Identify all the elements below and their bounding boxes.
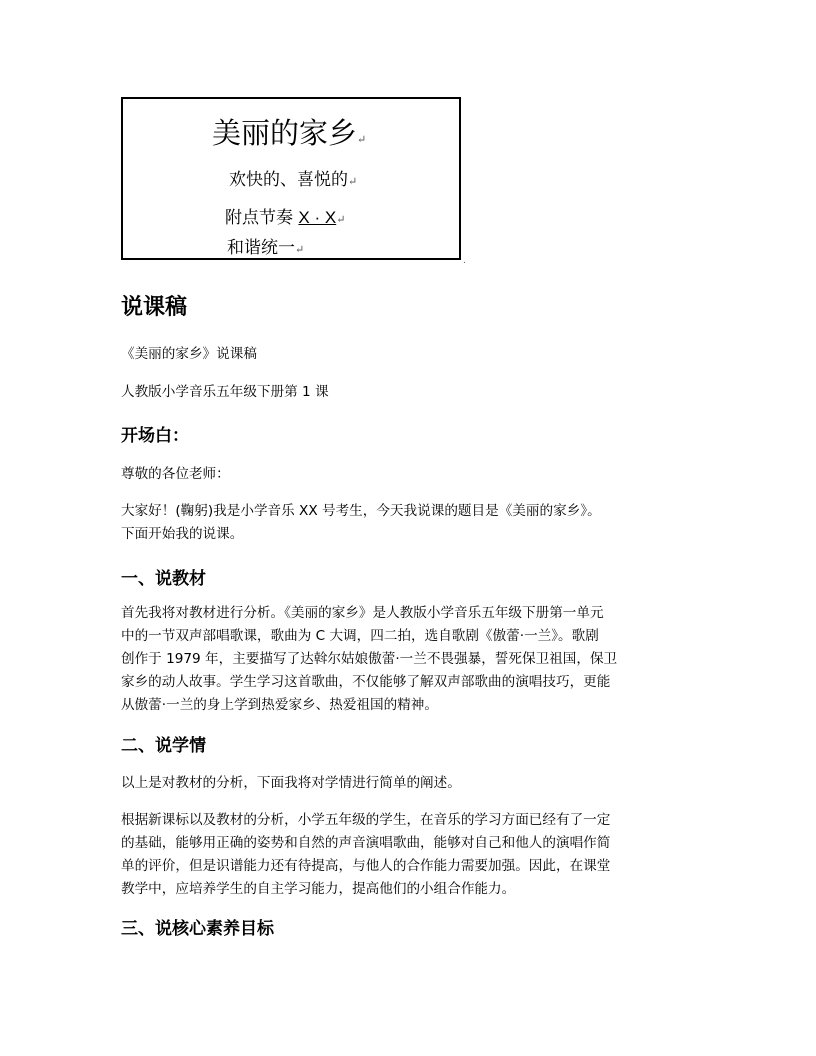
paragraph-mark-icon: ↵ bbox=[336, 213, 346, 226]
rhythm-notation: X · X bbox=[298, 208, 337, 227]
page-title: 说课稿 bbox=[121, 295, 188, 320]
students-transition: 以上是对教材的分析，下面我将对学情进行简单的阐述。 bbox=[121, 775, 461, 791]
section-students-title: 二、说学情 bbox=[121, 736, 206, 756]
paragraph-line: 家乡的动人故事。学生学习这首歌曲，不仅能够了解双声部歌曲的演唱技巧，更能 bbox=[121, 674, 611, 690]
paragraph-mark-icon: ↵ bbox=[357, 133, 367, 146]
greeting: 尊敬的各位老师： bbox=[121, 466, 230, 482]
paragraph-line: 从傲蕾·一兰的身上学到热爱家乡、热爱祖国的精神。 bbox=[121, 697, 438, 713]
paragraph-line: 首先我将对教材进行分析。《美丽的家乡》是人教版小学音乐五年级下册第一单元 bbox=[121, 605, 604, 621]
intro-paragraph bbox=[121, 500, 701, 546]
intro-line: 下面开始我的说课。 bbox=[121, 526, 244, 542]
section-goals-title: 三、说核心素养目标 bbox=[121, 919, 274, 939]
paragraph-line: 根据新课标以及教材的分析，小学五年级的学生，在音乐的学习方面已经有了一定 bbox=[121, 812, 611, 828]
title-box bbox=[121, 97, 461, 260]
textbook-paragraph bbox=[121, 602, 701, 717]
paragraph-mark-icon: ↵ bbox=[348, 175, 358, 188]
lesson-subtitle: 《美丽的家乡》说课稿 bbox=[121, 346, 257, 362]
paragraph-line: 创作于 1979 年，主要描写了达斡尔姑娘傲蕾·一兰不畏强暴，誓死保卫祖国，保卫 bbox=[121, 651, 618, 667]
paragraph-line: 的基础，能够用正确的姿势和自然的声音演唱歌曲，能够对自己和他人的演唱作简 bbox=[121, 835, 611, 851]
paragraph-mark-icon: ↵ bbox=[295, 243, 305, 256]
box-line-harmony: 和谐统一↵ bbox=[227, 238, 305, 258]
paragraph-line: 单的评价，但是识谱能力还有待提高，与他人的合作能力需要加强。因此，在课堂 bbox=[121, 858, 611, 874]
course-info: 人教版小学音乐五年级下册第 1 课 bbox=[121, 384, 329, 400]
intro-line: 大家好！(鞠躬)我是小学音乐 XX 号考生，今天我说课的题目是《美丽的家乡》。 bbox=[121, 503, 601, 519]
box-line-mood: 欢快的、喜悦的↵ bbox=[229, 170, 358, 190]
students-paragraph bbox=[121, 809, 701, 901]
box-corner-mark: . bbox=[463, 256, 466, 266]
section-opening-title: 开场白： bbox=[121, 426, 189, 446]
section-textbook-title: 一、说教材 bbox=[121, 569, 206, 589]
box-title: 美丽的家乡↵ bbox=[212, 116, 367, 150]
paragraph-line: 教学中，应培养学生的自主学习能力，提高他们的小组合作能力。 bbox=[121, 881, 516, 897]
box-line-rhythm: 附点节奏 X · X↵ bbox=[225, 208, 346, 228]
paragraph-line: 中的一节双声部唱歌课，歌曲为 C 大调，四二拍，选自歌剧《傲蕾·一兰》。歌剧 bbox=[121, 628, 599, 644]
